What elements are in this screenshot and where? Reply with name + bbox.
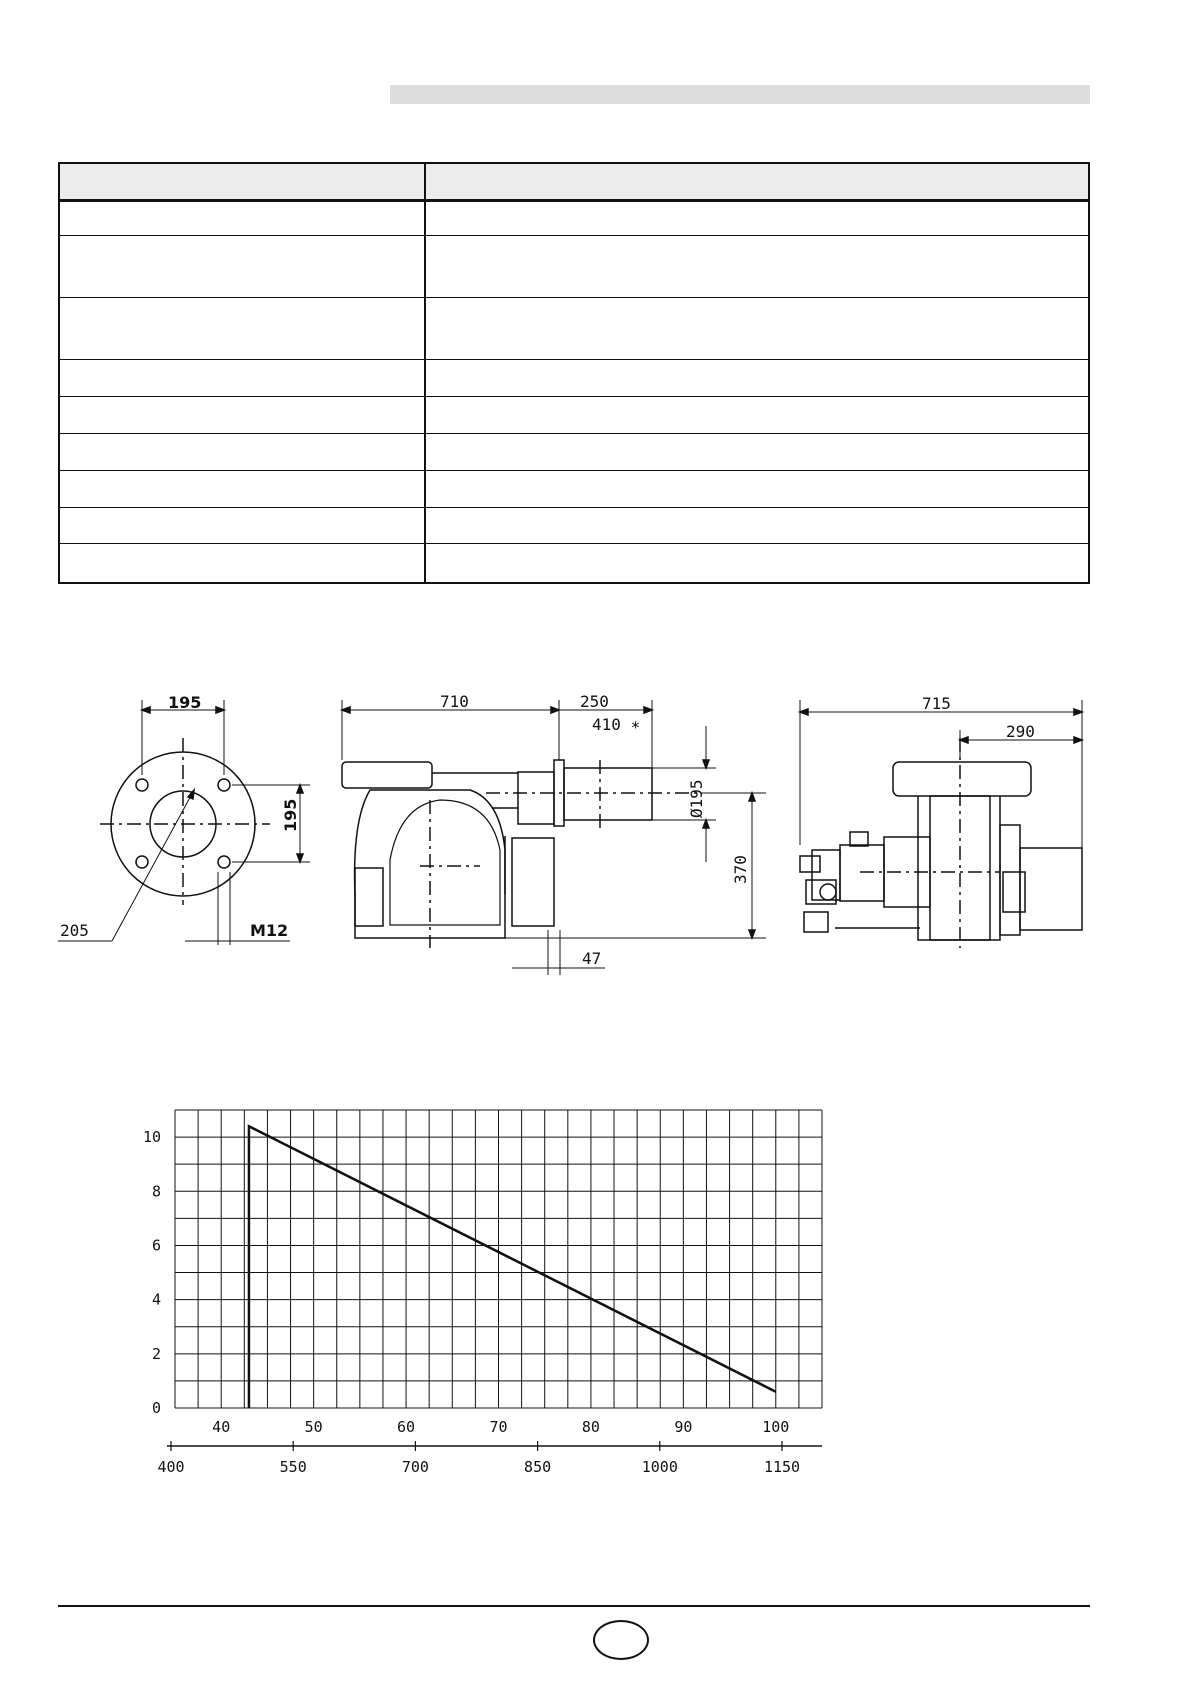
flange-dim-205: 205 — [60, 921, 89, 940]
working-range-line — [249, 1126, 776, 1408]
x2-tick-label: 850 — [524, 1458, 552, 1476]
top-dim-715: 715 — [922, 694, 951, 713]
x-tick-label: 70 — [489, 1418, 508, 1436]
x2-tick-label: 1150 — [763, 1458, 801, 1476]
footer-rule — [58, 1605, 1090, 1607]
top-dim-290: 290 — [1006, 722, 1035, 741]
chart-y-axis — [143, 1128, 161, 1417]
side-dim-370: 370 — [731, 855, 750, 884]
chart-series — [249, 1126, 776, 1408]
output-range-chart — [120, 1100, 840, 1480]
side-dim-d195: Ø195 — [687, 779, 706, 818]
chart-grid — [175, 1110, 822, 1408]
y-tick-label: 6 — [151, 1236, 161, 1255]
side-dim-250: 250 — [580, 692, 609, 711]
x2-tick-label: 550 — [279, 1458, 307, 1476]
flange-dim-195-v: 195 — [281, 798, 300, 832]
chart-x-axis-primary — [212, 1418, 789, 1436]
x2-tick-label: 1000 — [641, 1458, 678, 1476]
x2-tick-label: 400 — [157, 1458, 185, 1476]
y-tick-label: 8 — [151, 1182, 161, 1201]
flange-dim-195-h: 195 — [168, 693, 202, 712]
x-tick-label: 40 — [212, 1418, 231, 1436]
y-tick-label: 10 — [142, 1128, 161, 1147]
x-tick-label: 60 — [397, 1418, 416, 1436]
y-tick-label: 2 — [151, 1344, 161, 1363]
flange-front-view — [58, 700, 310, 945]
language-badge — [593, 1620, 649, 1660]
x2-tick-label: 700 — [401, 1458, 429, 1476]
chart-x-axis-secondary — [157, 1441, 822, 1476]
side-dim-47: 47 — [582, 949, 602, 968]
side-dim-410: 410 ∗ — [592, 715, 641, 734]
y-tick-label: 4 — [151, 1290, 161, 1309]
y-tick-label: 0 — [151, 1399, 161, 1417]
burner-top-view — [800, 700, 1082, 948]
x-tick-label: 80 — [581, 1418, 600, 1436]
x-tick-label: 90 — [674, 1418, 693, 1436]
side-dim-710: 710 — [440, 692, 469, 711]
burner-side-view — [342, 700, 766, 975]
x-tick-label: 50 — [304, 1418, 323, 1436]
flange-dim-m12: M12 — [250, 921, 289, 940]
x-tick-label: 100 — [762, 1418, 790, 1436]
